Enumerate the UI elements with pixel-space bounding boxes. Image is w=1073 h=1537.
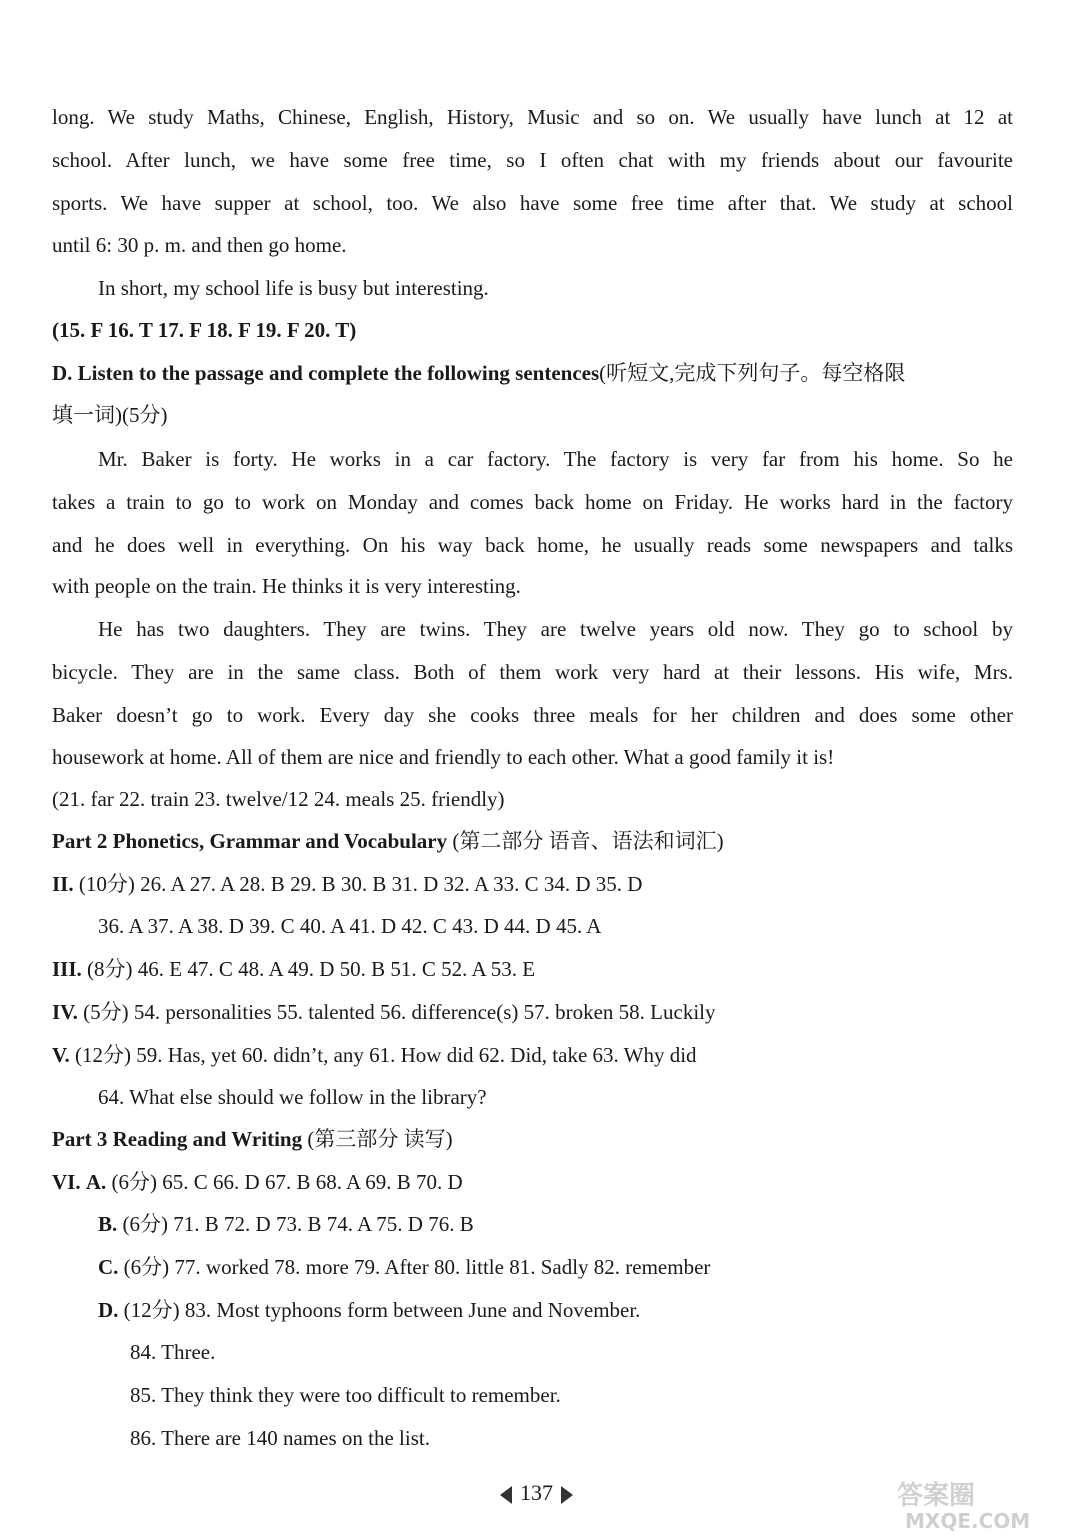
section-v-row2: 64. What else should we follow in the library? [98, 1085, 487, 1109]
section-ii-row1: 26. A 27. A 28. B 29. B 30. B 31. D 32. A 33. C 34. D 35. D [140, 872, 643, 896]
passage2-line-4: housework at home. All of them are nice and friendly to each other. What a good family it is! [52, 745, 835, 769]
svg-text:答案圈: 答案圈 [897, 1481, 976, 1511]
part2-title: Part 2 Phonetics, Grammar and Vocabulary [52, 829, 448, 853]
para2: In short, my school life is busy but interesting. [98, 276, 489, 300]
section-iii-score: (8分) [87, 957, 133, 981]
part2-heading [52, 827, 1013, 855]
section-vi-b-label: B. [98, 1212, 118, 1236]
section-vi-a-score: (6分) [111, 1170, 158, 1194]
para1-line-4: until 6: 30 p. m. and then go home. [52, 233, 347, 257]
section-v-label: V. [52, 1043, 70, 1067]
section-iii-row: 46. E 47. C 48. A 49. D 50. B 51. C 52. A 53. E [137, 957, 536, 981]
next-triangle-icon [561, 1486, 573, 1504]
part3-title: Part 3 Reading and Writing [52, 1127, 303, 1151]
section-vi-d-label: D. [98, 1298, 119, 1322]
page-number: 137 [520, 1480, 553, 1505]
section-v [52, 1041, 1013, 1069]
passage1-line-4: with people on the train. He thinks it is very interesting. [52, 574, 521, 598]
para1-line-3: sports. We have supper at school, too. We also have some free time after that. We study at school [52, 191, 1013, 215]
answers-c: (15. F 16. T 17. F 18. F 19. F 20. T) [52, 318, 357, 342]
section-vi-d-row: 83. Most typhoons form between June and November. [184, 1298, 641, 1322]
section-iii-label: III. [52, 957, 82, 981]
section-iv-label: IV. [52, 1000, 78, 1024]
answer-84: 84. Three. [130, 1340, 216, 1364]
section-vi-b-score: (6分) [122, 1212, 169, 1236]
section-v-row: 59. Has, yet 60. didn’t, any 61. How did 62. Did, take 63. Why did [136, 1043, 697, 1067]
section-vi-a-row: 65. C 66. D 67. B 68. A 69. B 70. D [162, 1170, 463, 1194]
part2-title-cn: (第二部分 语音、语法和词汇) [452, 829, 724, 853]
section-vi-c [98, 1253, 1013, 1281]
svg-text:MXQE.COM: MXQE.COM [905, 1509, 1031, 1532]
answers-d: (21. far 22. train 23. twelve/12 24. meals 25. friendly) [52, 787, 505, 811]
answer-85: 85. They think they were too difficult to remember. [130, 1383, 561, 1407]
section-vi-b [98, 1210, 1013, 1238]
section-vi-c-score: (6分) [123, 1255, 170, 1279]
passage2-line-3: Baker doesn’t go to work. Every day she cooks three meals for her children and does some other [52, 703, 1013, 727]
section-d-title: D. Listen to the passage and complete the following sentences [52, 361, 600, 385]
section-vi-d [98, 1296, 1013, 1324]
passage1-line-3: and he does well in everything. On his way back home, he usually reads some newspapers and talks [52, 533, 1013, 557]
section-vi-b-row: 71. B 72. D 73. B 74. A 75. D 76. B [173, 1212, 474, 1236]
section-ii-row2: 36. A 37. A 38. D 39. C 40. A 41. D 42. C 43. D 44. D 45. A [98, 914, 602, 938]
watermark-logo [891, 1478, 1061, 1532]
section-vi-d-score: (12分) [123, 1298, 180, 1322]
passage1-line-1: Mr. Baker is forty. He works in a car factory. The factory is very far from his home. So he [98, 447, 1013, 471]
section-iii [52, 955, 1013, 983]
section-vi-a [52, 1168, 1013, 1196]
section-iv [52, 998, 1013, 1026]
section-ii-score: (10分) [78, 872, 135, 896]
passage2-line-2: bicycle. They are in the same class. Both of them work very hard at their lessons. His wife, Mrs. [52, 660, 1013, 684]
part3-title-cn: (第三部分 读写) [307, 1127, 453, 1151]
watermark-icon [891, 1478, 1061, 1532]
answer-86: 86. There are 140 names on the list. [130, 1426, 430, 1450]
passage2-line-1: He has two daughters. They are twins. They are twelve years old now. They go to school by [98, 617, 1013, 641]
section-vi-c-label: C. [98, 1255, 119, 1279]
section-v-score: (12分) [74, 1043, 131, 1067]
passage1-line-2: takes a train to go to work on Monday and comes back home on Friday. He works hard in the factory [52, 490, 1013, 514]
para1-line-1: long. We study Maths, Chinese, English, History, Music and so on. We usually have lunch at 12 at [52, 105, 1013, 129]
prev-triangle-icon [500, 1486, 512, 1504]
section-vi-c-row: 77. worked 78. more 79. After 80. little 81. Sadly 82. remember [174, 1255, 711, 1279]
part3-heading [52, 1125, 1013, 1153]
section-d-heading [52, 359, 1013, 387]
section-iv-row: 54. personalities 55. talented 56. difference(s) 57. broken 58. Luckily [133, 1000, 716, 1024]
section-d-title-cn: (听短文,完成下列句子。每空格限 [599, 361, 906, 385]
section-iv-score: (5分) [83, 1000, 129, 1024]
section-d-title-cn2: 填一词)(5分) [52, 403, 168, 427]
section-vi-a-label: A. [85, 1170, 107, 1194]
section-ii [52, 870, 1013, 898]
para1-line-2: school. After lunch, we have some free time, so I often chat with my friends about our favourite [52, 148, 1013, 172]
section-ii-label: II. [52, 872, 74, 896]
section-vi-label: VI. [52, 1170, 81, 1194]
